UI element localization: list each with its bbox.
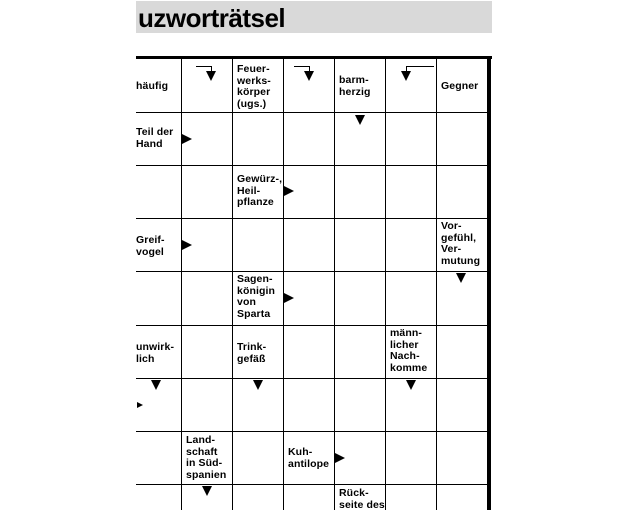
right-arrow-icon	[182, 134, 192, 144]
grid-line	[136, 112, 490, 113]
down-arrow-icon	[151, 380, 161, 390]
clue-haeufig: häufig	[136, 80, 169, 92]
clue-landschaft: Land- schaft in Süd- spanien	[186, 434, 227, 481]
clue-unwirklich: unwirk- lich	[136, 341, 175, 365]
right-arrow-icon	[137, 402, 143, 408]
clue-gewuerz: Gewürz-, Heil- pflanze	[237, 173, 283, 208]
grid-line	[136, 378, 490, 379]
grid-line	[385, 57, 386, 510]
grid-line	[136, 271, 490, 272]
grid-line	[334, 57, 335, 510]
clue-trinkgefaess: Trink- gefäß	[237, 341, 267, 365]
title-bar	[136, 1, 492, 33]
down-arrow-icon	[456, 273, 466, 283]
clue-maennlicher-nachkomme: männ- licher Nach- komme	[390, 327, 428, 374]
grid-line	[181, 57, 182, 510]
clue-kuhantilope: Kuh- antilope	[288, 446, 330, 470]
grid-line	[136, 484, 490, 485]
grid-line	[232, 57, 233, 510]
down-arrow-icon	[355, 115, 365, 125]
grid-line	[136, 165, 490, 166]
crossword-grid	[136, 57, 490, 510]
clue-sagenkoenigin: Sagen- königin von Sparta	[237, 273, 276, 320]
grid-line	[436, 57, 437, 510]
right-arrow-icon	[335, 453, 345, 463]
clue-feuerwerkskoerper: Feuer- werks- körper (ugs.)	[237, 63, 271, 110]
right-arrow-icon	[284, 186, 294, 196]
clue-gegner: Gegner	[441, 80, 479, 92]
grid-line	[136, 218, 490, 219]
clue-teil-der-hand: Teil der Hand	[136, 126, 174, 150]
down-arrow-icon	[202, 486, 212, 496]
clue-vorgefuehl: Vor- gefühl, Ver- mutung	[441, 220, 481, 267]
grid-line	[136, 431, 490, 432]
clue-rueckseite: Rück- seite des	[339, 487, 385, 510]
grid-line	[283, 57, 284, 510]
down-arrow-icon	[406, 380, 416, 390]
right-arrow-icon	[182, 240, 192, 250]
puzzle-title: uzworträtsel	[138, 3, 286, 33]
right-arrow-icon	[284, 293, 294, 303]
grid-line	[136, 325, 490, 326]
clue-barmherzig: barm- herzig	[339, 74, 371, 98]
clue-greifvogel: Greif- vogel	[136, 234, 165, 258]
grid-right-border	[487, 56, 491, 510]
down-arrow-icon	[253, 380, 263, 390]
